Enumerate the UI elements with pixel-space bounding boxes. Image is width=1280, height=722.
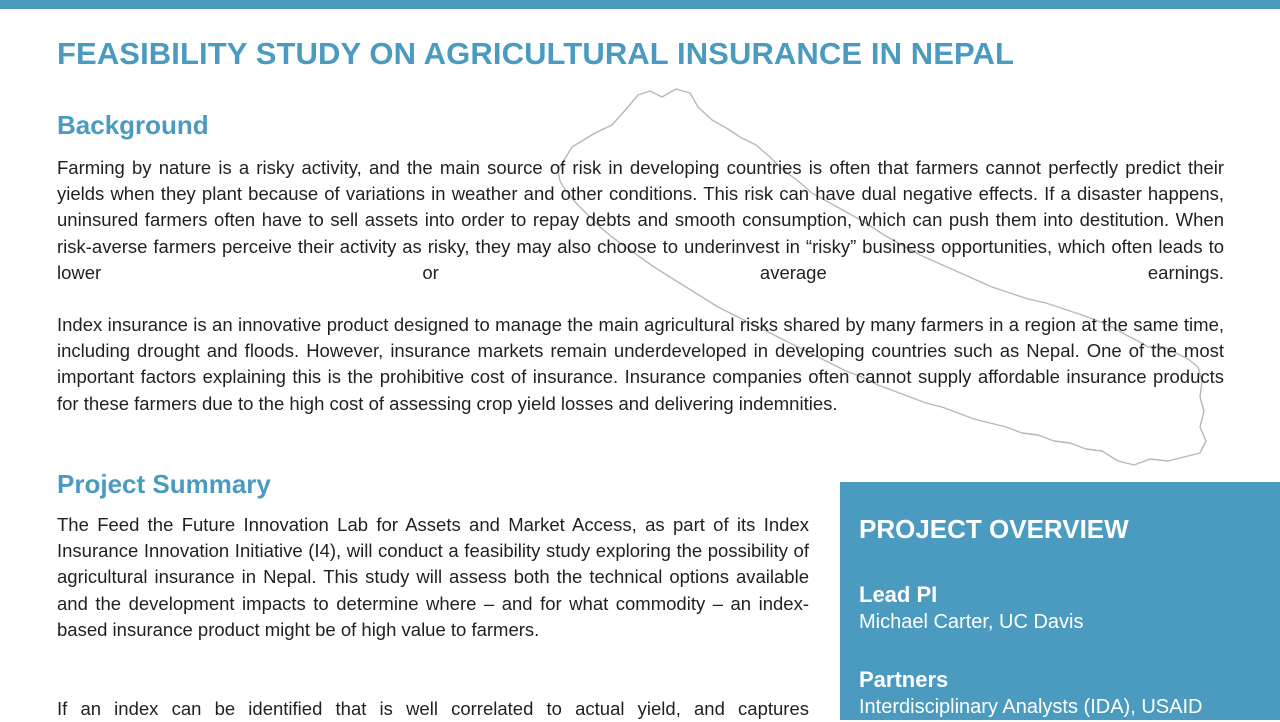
project-summary-paragraph-1: The Feed the Future Innovation Lab for Assets and Market Access, as part of its Index Insurance Innovation Initiative (I4), will conduct a feasibility study exploring the possibility of agricultural insurance in Nepal. This study will assess both the technical options available and the development impacts to determine where – and for what commodity – an index-based insurance product might be of high value to farmers. xyxy=(57,514,809,640)
background-heading: Background xyxy=(57,110,209,140)
partners-value: Interdisciplinary Analysts (IDA), USAID xyxy=(859,696,1203,718)
project-summary-heading: Project Summary xyxy=(57,469,271,499)
lead-pi-value: Michael Carter, UC Davis xyxy=(859,611,1084,633)
document-title: FEASIBILITY STUDY ON AGRICULTURAL INSURANCE IN NEPAL xyxy=(57,36,1015,71)
lead-pi-label: Lead PI xyxy=(859,582,938,607)
project-overview-panel xyxy=(840,482,1280,720)
project-summary-paragraph-2: If an index can be identified that is well correlated to actual yield, and captures xyxy=(57,698,809,719)
project-overview-title: PROJECT OVERVIEW xyxy=(859,514,1129,544)
partners-label: Partners xyxy=(859,667,949,692)
top-accent-bar xyxy=(0,0,1280,9)
background-paragraph-1: Farming by nature is a risky activity, and the main source of risk in developing countries is often that farmers cannot perfectly predict their yields when they plant because of variations in weather and other conditions. This risk can have dual negative effects. If a disaster happens, uninsured farmers often have to sell assets into order to repay debts and smooth consumption, which can push them into destitution. When risk-averse farmers perceive their activity as risky, they may also choose to underinvest in “risky” business opportunities, which often leads to lower or average earnings. xyxy=(57,157,1224,283)
background-paragraph-2: Index insurance is an innovative product designed to manage the main agricultural risks shared by many farmers in a region at the same time, including drought and floods. However, insurance markets remain underdeveloped in developing countries such as Nepal. One of the most important factors explaining this is the prohibitive cost of insurance. Insurance companies often cannot supply affordable insurance products for these farmers due to the high cost of assessing crop yield losses and delivering indemnities. xyxy=(57,314,1224,414)
